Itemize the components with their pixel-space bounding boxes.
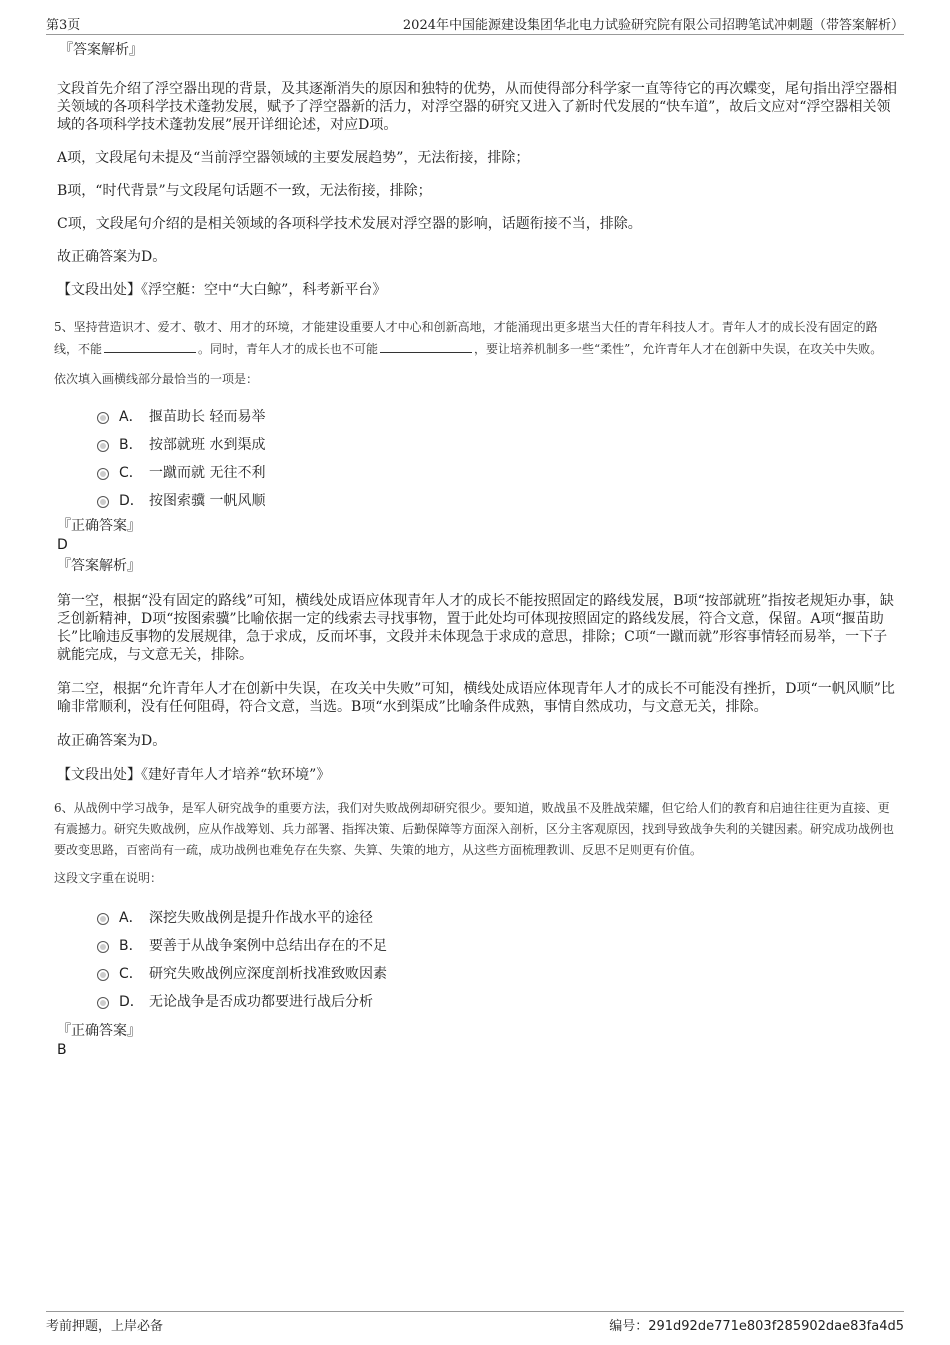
q5-stem: 5、坚持营造识才、爱才、敬才、用才的环境，才能建设重要人才中心和创新高地，才能涌现出更多堪当大任的青年科技人才。青年人才的成长没有固定的路线，不能 。同时，青年人才的成长也不可能 ，要让培养机制多一些“柔性”，允许青年人才在创新中失误，在攻关中失败。 bbox=[54, 320, 883, 356]
radio-icon[interactable] bbox=[97, 496, 109, 508]
q6-answer-label: 『正确答案』 bbox=[57, 1023, 141, 1039]
page-header bbox=[46, 14, 904, 35]
q6-option-c[interactable]: C． 研究失败战例应深度剖析找准致败因素 bbox=[97, 959, 897, 987]
q6-answer: B bbox=[57, 1042, 67, 1058]
q5-blank-1 bbox=[104, 340, 196, 353]
page-footer bbox=[46, 1311, 904, 1334]
footer-slogan: 考前押题，上岸必备 bbox=[46, 1319, 164, 1334]
q6-stem: 6、从战例中学习战争，是军人研究战争的重要方法，我们对失败战例却研究很少。要知道，败战虽不及胜战荣耀，但它给人们的教育和启迪往往更为直接、更有震撼力。研究失败战例，应从作战筹划、兵力部署、指挥决策、后勤保障等方面深入剖析，区分主客观原因，找到导致战争失利的关键因素。研究成功战例也要改变思路，百密尚有一疏，成功战例也难免存在失察、失算、失策的地方，从这些方面梳理教训、反思不足则更有价值。 bbox=[54, 801, 895, 857]
q6-option-a[interactable]: A． 深挖失败战例是提升作战水平的途径 bbox=[97, 903, 897, 931]
q5-option-b[interactable]: B． 按部就班 水到渠成 bbox=[97, 430, 897, 458]
page-content bbox=[54, 40, 897, 1059]
q5-options bbox=[97, 402, 897, 514]
q5-analysis-p3: 故正确答案为D。 bbox=[57, 733, 167, 749]
q6-option-d[interactable]: D． 无论战争是否成功都要进行战后分析 bbox=[97, 987, 897, 1015]
footer-code: 编号：291d92de771e803f285902dae83fa4d5 bbox=[609, 1319, 904, 1334]
radio-icon[interactable] bbox=[97, 468, 109, 480]
q5-blank-2 bbox=[380, 340, 472, 353]
q5-source: 【文段出处】《建好青年人才培养“软环境”》 bbox=[57, 767, 331, 783]
q4-source: 【文段出处】《浮空艇：空中“大白鲸”，科考新平台》 bbox=[57, 282, 387, 298]
q5-option-c[interactable]: C． 一蹴而就 无往不利 bbox=[97, 458, 897, 486]
q5-answer-label: 『正确答案』 bbox=[57, 518, 141, 534]
page-number: 第3页 bbox=[46, 18, 81, 33]
q6-options bbox=[97, 903, 897, 1015]
radio-icon[interactable] bbox=[97, 440, 109, 452]
radio-icon[interactable] bbox=[97, 997, 109, 1009]
q5-prompt: 依次填入画横线部分最恰当的一项是： bbox=[54, 372, 259, 386]
q4-analysis-p2: A项，文段尾句未提及“当前浮空器领域的主要发展趋势”，无法衔接，排除； bbox=[57, 150, 530, 166]
q6-option-b[interactable]: B． 要善于从战争案例中总结出存在的不足 bbox=[97, 931, 897, 959]
radio-icon[interactable] bbox=[97, 412, 109, 424]
q5-analysis-label: 『答案解析』 bbox=[57, 558, 141, 574]
radio-icon[interactable] bbox=[97, 969, 109, 981]
q5-answer: D bbox=[57, 537, 68, 553]
q4-analysis-p5: 故正确答案为D。 bbox=[57, 249, 167, 265]
q6-prompt: 这段文字重在说明： bbox=[54, 871, 163, 885]
q5-analysis-p1: 第一空，根据“没有固定的路线”可知，横线处成语应体现青年人才的成长不能按照固定的路线发展，B项“按部就班”指按老规矩办事，缺乏创新精神，D项“按图索骥”比喻依据一定的线索去寻找事物，置于此处均可体现按照固定的路线发展，符合文意，保留。A项“揠苗助长”比喻违反事物的发展规律，急于求成，反而坏事，文段并未体现急于求成的意思，排除；C项“一蹴而就”形容事情轻而易举，一下子就能完成，与文意无关，排除。 bbox=[57, 593, 894, 663]
radio-icon[interactable] bbox=[97, 913, 109, 925]
q5-option-d[interactable]: D． 按图索骥 一帆风顺 bbox=[97, 486, 897, 514]
document-title: 2024年中国能源建设集团华北电力试验研究院有限公司招聘笔试冲刺题（带答案解析） bbox=[402, 18, 904, 33]
radio-icon[interactable] bbox=[97, 941, 109, 953]
q4-analysis-p4: C项，文段尾句介绍的是相关领域的各项科学技术发展对浮空器的影响，话题衔接不当，排除。 bbox=[57, 216, 642, 232]
q4-analysis-p3: B项，“时代背景”与文段尾句话题不一致，无法衔接，排除； bbox=[57, 183, 432, 199]
q5-option-a[interactable]: A． 揠苗助长 轻而易举 bbox=[97, 402, 897, 430]
q4-analysis-label: 『答案解析』 bbox=[59, 42, 143, 58]
q4-analysis-p1: 文段首先介绍了浮空器出现的背景，及其逐渐消失的原因和独特的优势，从而使得部分科学家一直等待它的再次蝶变，尾句指出浮空器相关领域的各项科学技术蓬勃发展，赋予了浮空器新的活力，对浮空器的研究又进入了新时代发展的“快车道”，故后文应对“浮空器相关领域的各项科学技术蓬勃发展”展开详细论述，对应D项。 bbox=[57, 81, 897, 133]
q5-analysis-p2: 第二空，根据“允许青年人才在创新中失误，在攻关中失败”可知，横线处成语应体现青年人才的成长不可能没有挫折，D项“一帆风顺”比喻非常顺利，没有任何阻碍，符合文意，当选。B项“水到渠成”比喻条件成熟，事情自然成功，与文意无关，排除。 bbox=[57, 681, 895, 715]
